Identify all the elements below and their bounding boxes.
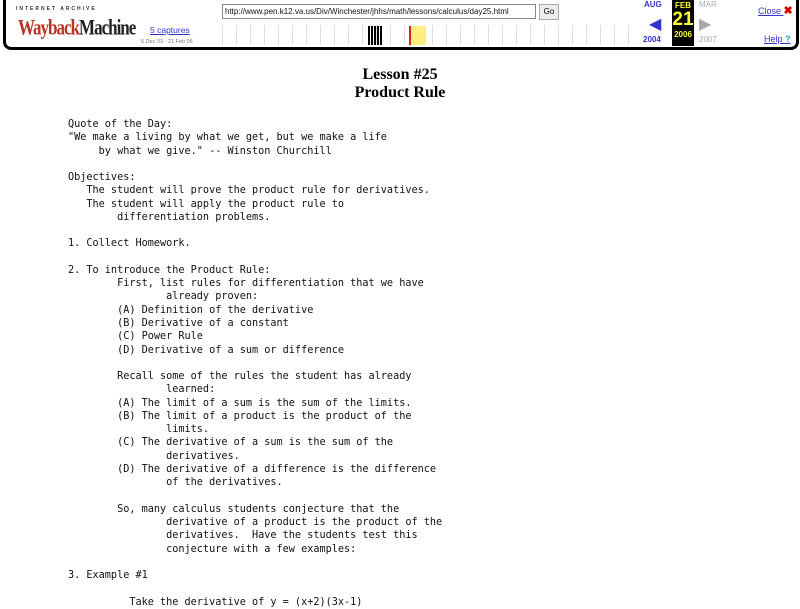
timeline-tick: [390, 25, 391, 45]
capture-mark[interactable]: [377, 26, 379, 45]
help-label: Help: [764, 34, 783, 44]
timeline-tick: [278, 25, 279, 45]
current-year: 2006: [674, 30, 692, 39]
timeline-tick: [334, 25, 335, 45]
lesson-number: Lesson #25: [362, 66, 438, 83]
timeline-tick: [544, 25, 545, 45]
timeline-tick: [474, 25, 475, 45]
current-period-highlight: [410, 26, 426, 45]
timeline-tick: [446, 25, 447, 45]
timeline-tick: [348, 25, 349, 45]
current-capture-mark[interactable]: [409, 26, 411, 45]
timeline-tick: [600, 25, 601, 45]
current-day: 21: [672, 9, 694, 30]
page-title: [0, 66, 800, 102]
timeline-tick: [460, 25, 461, 45]
timeline-tick: [488, 25, 489, 45]
capture-timeline[interactable]: [222, 25, 627, 45]
prev-month-link[interactable]: AUG: [644, 0, 662, 9]
timeline-tick: [292, 25, 293, 45]
next-month: MAR: [699, 0, 717, 9]
timeline-tick: [614, 25, 615, 45]
url-input[interactable]: http://www.pen.k12.va.us/Div/Winchester/jhhs/math/lessons/calculus/day25.html: [222, 4, 536, 19]
capture-range: 5 Dec 03 - 21 Feb 06: [141, 39, 193, 45]
help-icon: ?: [785, 34, 791, 44]
timeline-tick: [432, 25, 433, 45]
next-year: 2007: [699, 35, 717, 44]
timeline-tick: [516, 25, 517, 45]
next-arrow-icon: ▶: [699, 16, 712, 33]
capture-mark[interactable]: [374, 26, 376, 45]
timeline-tick: [530, 25, 531, 45]
prev-year-link[interactable]: 2004: [643, 35, 661, 44]
timeline-tick: [628, 25, 629, 45]
timeline-tick: [404, 25, 405, 45]
logo-part-b: Machine: [79, 15, 136, 40]
wayback-toolbar: [3, 0, 799, 50]
go-button[interactable]: Go: [539, 4, 559, 20]
captures-link[interactable]: 5 captures: [150, 25, 190, 35]
timeline-tick: [222, 25, 223, 45]
internet-archive-label: INTERNET ARCHIVE: [16, 6, 97, 12]
logo-part-a: Wayback: [18, 15, 80, 40]
prev-arrow-icon[interactable]: ◀: [649, 16, 662, 33]
timeline-tick: [502, 25, 503, 45]
timeline-tick: [558, 25, 559, 45]
close-label: Close: [758, 6, 782, 16]
current-month: FEB: [675, 1, 691, 10]
timeline-tick: [306, 25, 307, 45]
timeline-tick: [362, 25, 363, 45]
wayback-logo[interactable]: [18, 15, 135, 41]
lesson-body: Quote of the Day: "We make a living by what we get, but we make a life by what we give." -- Winston Churchill Objectives: The student will prove the product rule for derivatives. The student will apply the product rule to differentiation problems. 1. Collect Homework. 2. To introduce the Product Rule: First, list rules for differentiation that we have already proven: (A) Definition of the derivative (B) Derivative of a constant (C) Power Rule (D) Derivative of a sum or difference Recall some of the rules the student has already learned: (A) The limit of a sum is the sum of the limits. (B) The limit of a product is the product of the limits. (C) The derivative of a sum is the sum of the derivatives. (D) The derivative of a difference is the difference of the derivatives. So, many calculus students conjecture that the derivative of a product is the product of the derivatives. Have the students test this conjecture with a few examples: 3. Example #1 Take the derivative of y = (x+2)(3x-1): [68, 119, 443, 608]
capture-mark[interactable]: [371, 26, 373, 45]
timeline-tick: [320, 25, 321, 45]
close-x-icon: ✖: [783, 5, 793, 17]
timeline-tick: [586, 25, 587, 45]
capture-mark[interactable]: [368, 26, 370, 45]
timeline-tick: [572, 25, 573, 45]
capture-mark[interactable]: [380, 26, 382, 45]
current-date: [672, 0, 694, 46]
close-link[interactable]: [758, 4, 793, 17]
help-link[interactable]: [764, 34, 791, 44]
lesson-topic: Product Rule: [354, 84, 446, 101]
timeline-tick: [264, 25, 265, 45]
timeline-tick: [236, 25, 237, 45]
timeline-tick: [250, 25, 251, 45]
